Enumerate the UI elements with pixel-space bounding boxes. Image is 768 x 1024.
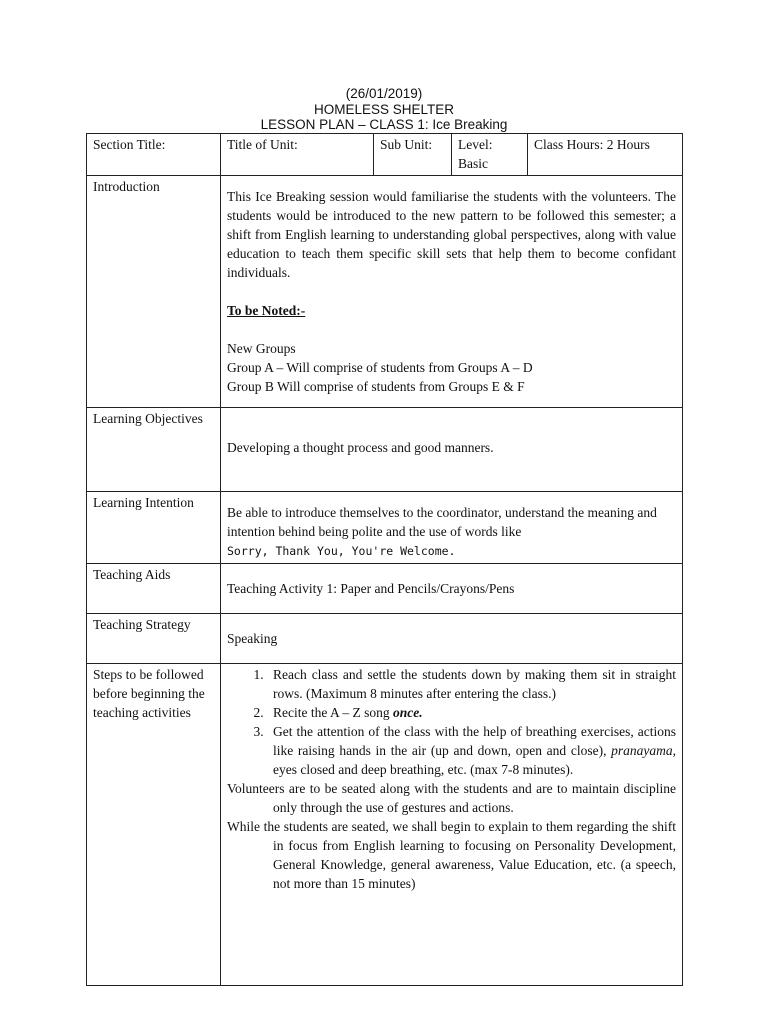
class-hours-cell: Class Hours: 2 Hours bbox=[528, 134, 683, 176]
polite-words: Sorry, Thank You, You're Welcome. bbox=[227, 544, 456, 558]
teaching-strategy-content bbox=[221, 614, 683, 664]
group-a-text: Group A – Will comprise of students from Groups A – D bbox=[227, 360, 533, 375]
learning-objectives-row bbox=[87, 408, 683, 492]
step-3-suffix: eyes closed and deep breathing, etc. (max 7-8 minutes). bbox=[273, 762, 574, 777]
step-3-emphasis: pranayama, bbox=[611, 743, 676, 758]
while-paragraph: While the students are seated, we shall begin to explain to them regarding the shift in focus from English learning to focusing on Personality Development, General Knowledge, general awareness, Value Education, etc. (a speech, not more than 15 minutes) bbox=[227, 819, 676, 891]
introduction-label: Introduction bbox=[87, 176, 221, 408]
learning-objectives-content bbox=[221, 408, 683, 492]
section-title-cell: Section Title: bbox=[87, 134, 221, 176]
teaching-strategy-text: Speaking bbox=[227, 631, 278, 646]
group-b-text: Group B Will comprise of students from Groups E & F bbox=[227, 379, 525, 394]
header-organization: HOMELESS SHELTER bbox=[313, 101, 455, 117]
lesson-plan-table bbox=[86, 133, 683, 986]
learning-objectives-text: Developing a thought process and good manners. bbox=[227, 440, 494, 455]
steps-label: Steps to be followed before beginning the teaching activities bbox=[87, 664, 221, 986]
step-item-3 bbox=[267, 722, 676, 779]
teaching-aids-row bbox=[87, 564, 683, 614]
note-heading: To be Noted:- bbox=[227, 303, 306, 318]
teaching-aids-content bbox=[221, 564, 683, 614]
header-plan-title: LESSON PLAN – CLASS 1: Ice Breaking bbox=[260, 117, 508, 132]
teaching-strategy-row bbox=[87, 614, 683, 664]
groups-title: New Groups bbox=[227, 341, 296, 356]
introduction-paragraph: This Ice Breaking session would familiarise the students with the volunteers. The students would be introduced to the new pattern to be followed this semester; a shift from English learning to understanding global perspectives, along with value education to teach them specific skill sets that help them to become confidant individuals. bbox=[227, 189, 676, 280]
step-item-2 bbox=[267, 703, 676, 722]
teaching-aids-label: Teaching Aids bbox=[87, 564, 221, 614]
step-2-emphasis: once. bbox=[392, 705, 423, 720]
learning-intention-content bbox=[221, 492, 683, 564]
document-header bbox=[0, 86, 768, 133]
level-label: Level: bbox=[458, 137, 493, 152]
sub-unit-cell: Sub Unit: bbox=[374, 134, 452, 176]
level-value: Basic bbox=[458, 156, 488, 171]
volunteers-paragraph: Volunteers are to be seated along with the students and are to maintain discipline only through the use of gestures and actions. bbox=[227, 781, 676, 815]
learning-intention-text bbox=[227, 503, 676, 561]
teaching-aids-text: Teaching Activity 1: Paper and Pencils/Crayons/Pens bbox=[227, 581, 515, 596]
learning-objectives-label: Learning Objectives bbox=[87, 408, 221, 492]
steps-content bbox=[221, 664, 683, 986]
step-3-text: Get the attention of the class with the help of breathing exercises, actions like raising hands in the air (up and down, open and close), bbox=[273, 724, 676, 758]
top-row bbox=[87, 134, 683, 176]
learning-intention-row bbox=[87, 492, 683, 564]
title-of-unit-cell: Title of Unit: bbox=[221, 134, 374, 176]
level-cell bbox=[452, 134, 528, 176]
teaching-strategy-label: Teaching Strategy bbox=[87, 614, 221, 664]
introduction-content bbox=[221, 176, 683, 408]
learning-intention-label: Learning Intention bbox=[87, 492, 221, 564]
header-date: (26/01/2019) bbox=[345, 86, 423, 101]
learning-intention-sentence: Be able to introduce themselves to the coordinator, understand the meaning and intention behind being polite and the use of words like bbox=[227, 505, 657, 539]
introduction-row bbox=[87, 176, 683, 408]
steps-list bbox=[227, 665, 676, 779]
steps-row bbox=[87, 664, 683, 986]
step-2-text: Recite the A – Z song bbox=[273, 705, 393, 720]
step-item-1: 1. Reach class and settle the students down by making them sit in straight rows. (Maximum 8 minutes after entering the class.) bbox=[267, 665, 676, 703]
